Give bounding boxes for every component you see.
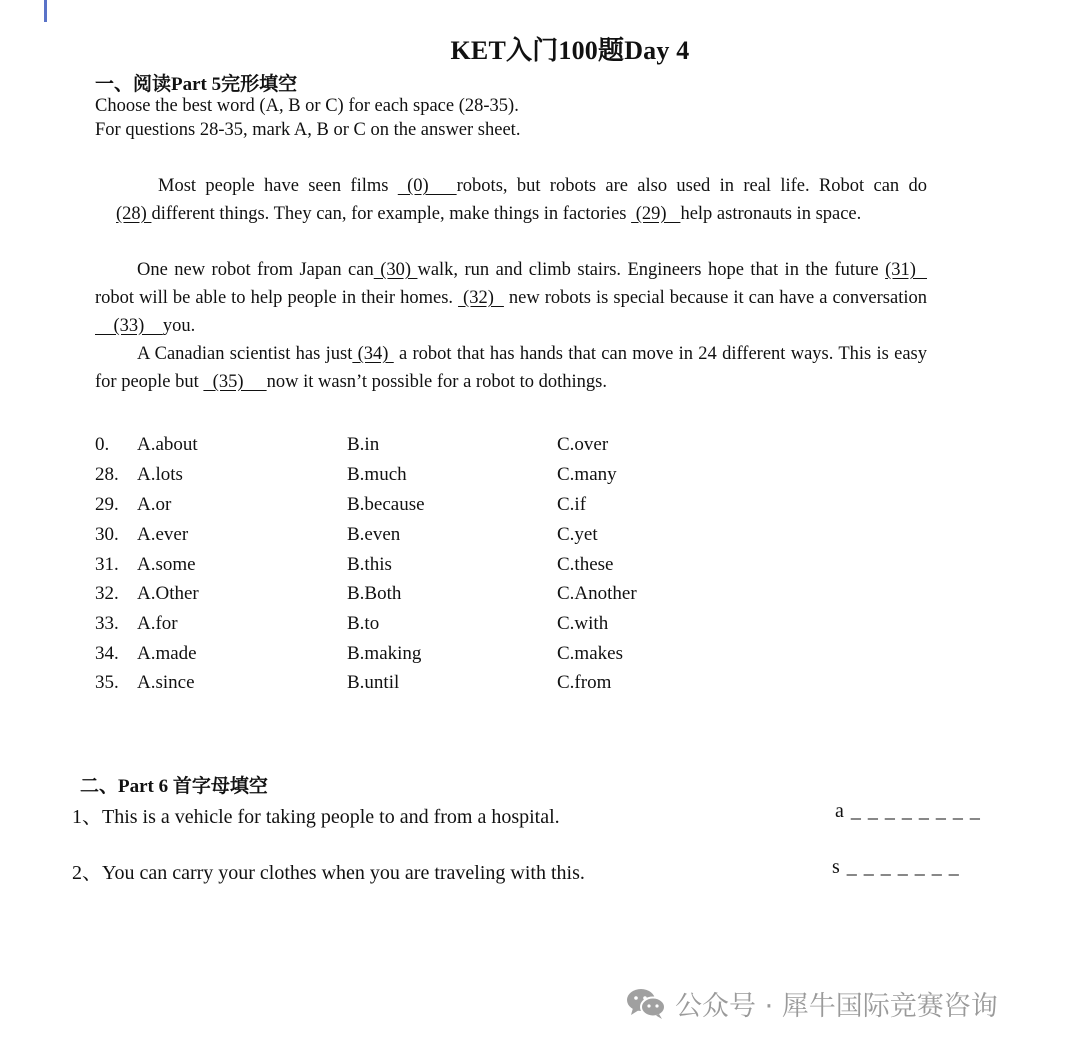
passage-text: One new robot from Japan can	[137, 260, 374, 280]
question-number: 35.	[95, 672, 119, 693]
option-c: C.over	[557, 434, 609, 455]
gap-29: (29)	[631, 203, 681, 224]
option-a: A.lots	[137, 464, 183, 485]
option-c: C.from	[557, 672, 612, 693]
passage-text: robots, but robots are also used in real life. Robot can do	[456, 176, 927, 196]
passage-text: different things. They can, for example, make things in factories	[151, 203, 632, 224]
option-a: A.about	[137, 434, 198, 455]
option-b: B.this	[347, 554, 392, 575]
question-number: 33.	[95, 613, 119, 634]
option-c: C.Another	[557, 583, 637, 604]
page-edge-marker	[44, 0, 47, 22]
question-number: 29.	[95, 494, 119, 515]
question-number: 28.	[95, 464, 119, 485]
part5-instruction-1: Choose the best word (A, B or C) for each space (28-35).	[95, 96, 519, 116]
question-number: 0.	[95, 434, 110, 455]
passage-text: now it wasn’t possible for a robot to dothings.	[266, 371, 607, 392]
question-text: 1、This is a vehicle for taking people to and from a hospital.	[72, 806, 560, 828]
question-number: 32.	[95, 583, 119, 604]
document-title: KET入门100题Day 4	[450, 36, 690, 65]
gap-35: (35)	[203, 371, 267, 392]
watermark	[625, 985, 998, 1021]
wechat-icon	[625, 986, 667, 1020]
gap-0: (0)	[397, 176, 457, 196]
gap-34: (34)	[352, 344, 394, 364]
part5-instruction-2: For questions 28-35, mark A, B or C on the answer sheet.	[95, 120, 521, 140]
passage-paragraph-1	[116, 173, 927, 229]
question-number: 30.	[95, 524, 119, 545]
option-a: A.ever	[137, 524, 189, 545]
question-number: 31.	[95, 554, 119, 575]
question-number: 34.	[95, 643, 119, 664]
option-b: B.in	[347, 434, 380, 455]
part6-heading: 二、Part 6 首字母填空	[80, 776, 268, 797]
passage-paragraph-2	[95, 257, 927, 340]
option-b: B.making	[347, 643, 422, 664]
passage-text: you.	[162, 315, 196, 336]
passage-text: new robots is special because it can have a conversation	[503, 287, 927, 308]
option-c: C.many	[557, 464, 617, 485]
option-a: A.Other	[137, 583, 199, 604]
option-c: C.with	[557, 613, 609, 634]
answer-blank: s _ _ _ _ _ _ _	[832, 856, 960, 878]
option-a: A.made	[137, 643, 197, 664]
passage-text: robot will be able to help people in their homes.	[95, 287, 459, 308]
option-c: C.makes	[557, 643, 623, 664]
answer-blank: a _ _ _ _ _ _ _ _	[835, 800, 981, 822]
option-a: A.for	[137, 613, 178, 634]
part5-heading: 一、阅读Part 5完形填空	[95, 74, 298, 95]
option-a: A.since	[137, 672, 195, 693]
watermark-text: 公众号 · 犀牛国际竞赛咨询	[675, 990, 998, 1022]
option-a: A.some	[137, 554, 196, 575]
question-text: 2、You can carry your clothes when you are traveling with this.	[72, 862, 585, 884]
option-c: C.if	[557, 494, 587, 515]
option-b: B.much	[347, 464, 407, 485]
option-b: B.because	[347, 494, 425, 515]
option-b: B.even	[347, 524, 401, 545]
gap-28: (28)	[116, 203, 152, 224]
passage-text: a robot that has hands that can move in 24 different ways. This is easy for people but	[95, 344, 927, 392]
passage-text: help astronauts in space.	[680, 203, 862, 224]
option-c: C.these	[557, 554, 614, 575]
passage-paragraph-3	[95, 341, 927, 397]
gap-31: (31)	[885, 260, 927, 280]
option-b: B.to	[347, 613, 380, 634]
option-a: A.or	[137, 494, 172, 515]
option-b: B.Both	[347, 583, 402, 604]
passage-text: Most people have seen films	[158, 176, 398, 196]
gap-30: (30)	[373, 260, 418, 280]
gap-33: (33)	[95, 315, 163, 336]
option-c: C.yet	[557, 524, 598, 545]
passage-text: walk, run and climb stairs. Engineers hope that in the future	[417, 260, 886, 280]
gap-32: (32)	[458, 287, 504, 308]
option-b: B.until	[347, 672, 400, 693]
passage-text: A Canadian scientist has just	[137, 344, 353, 364]
